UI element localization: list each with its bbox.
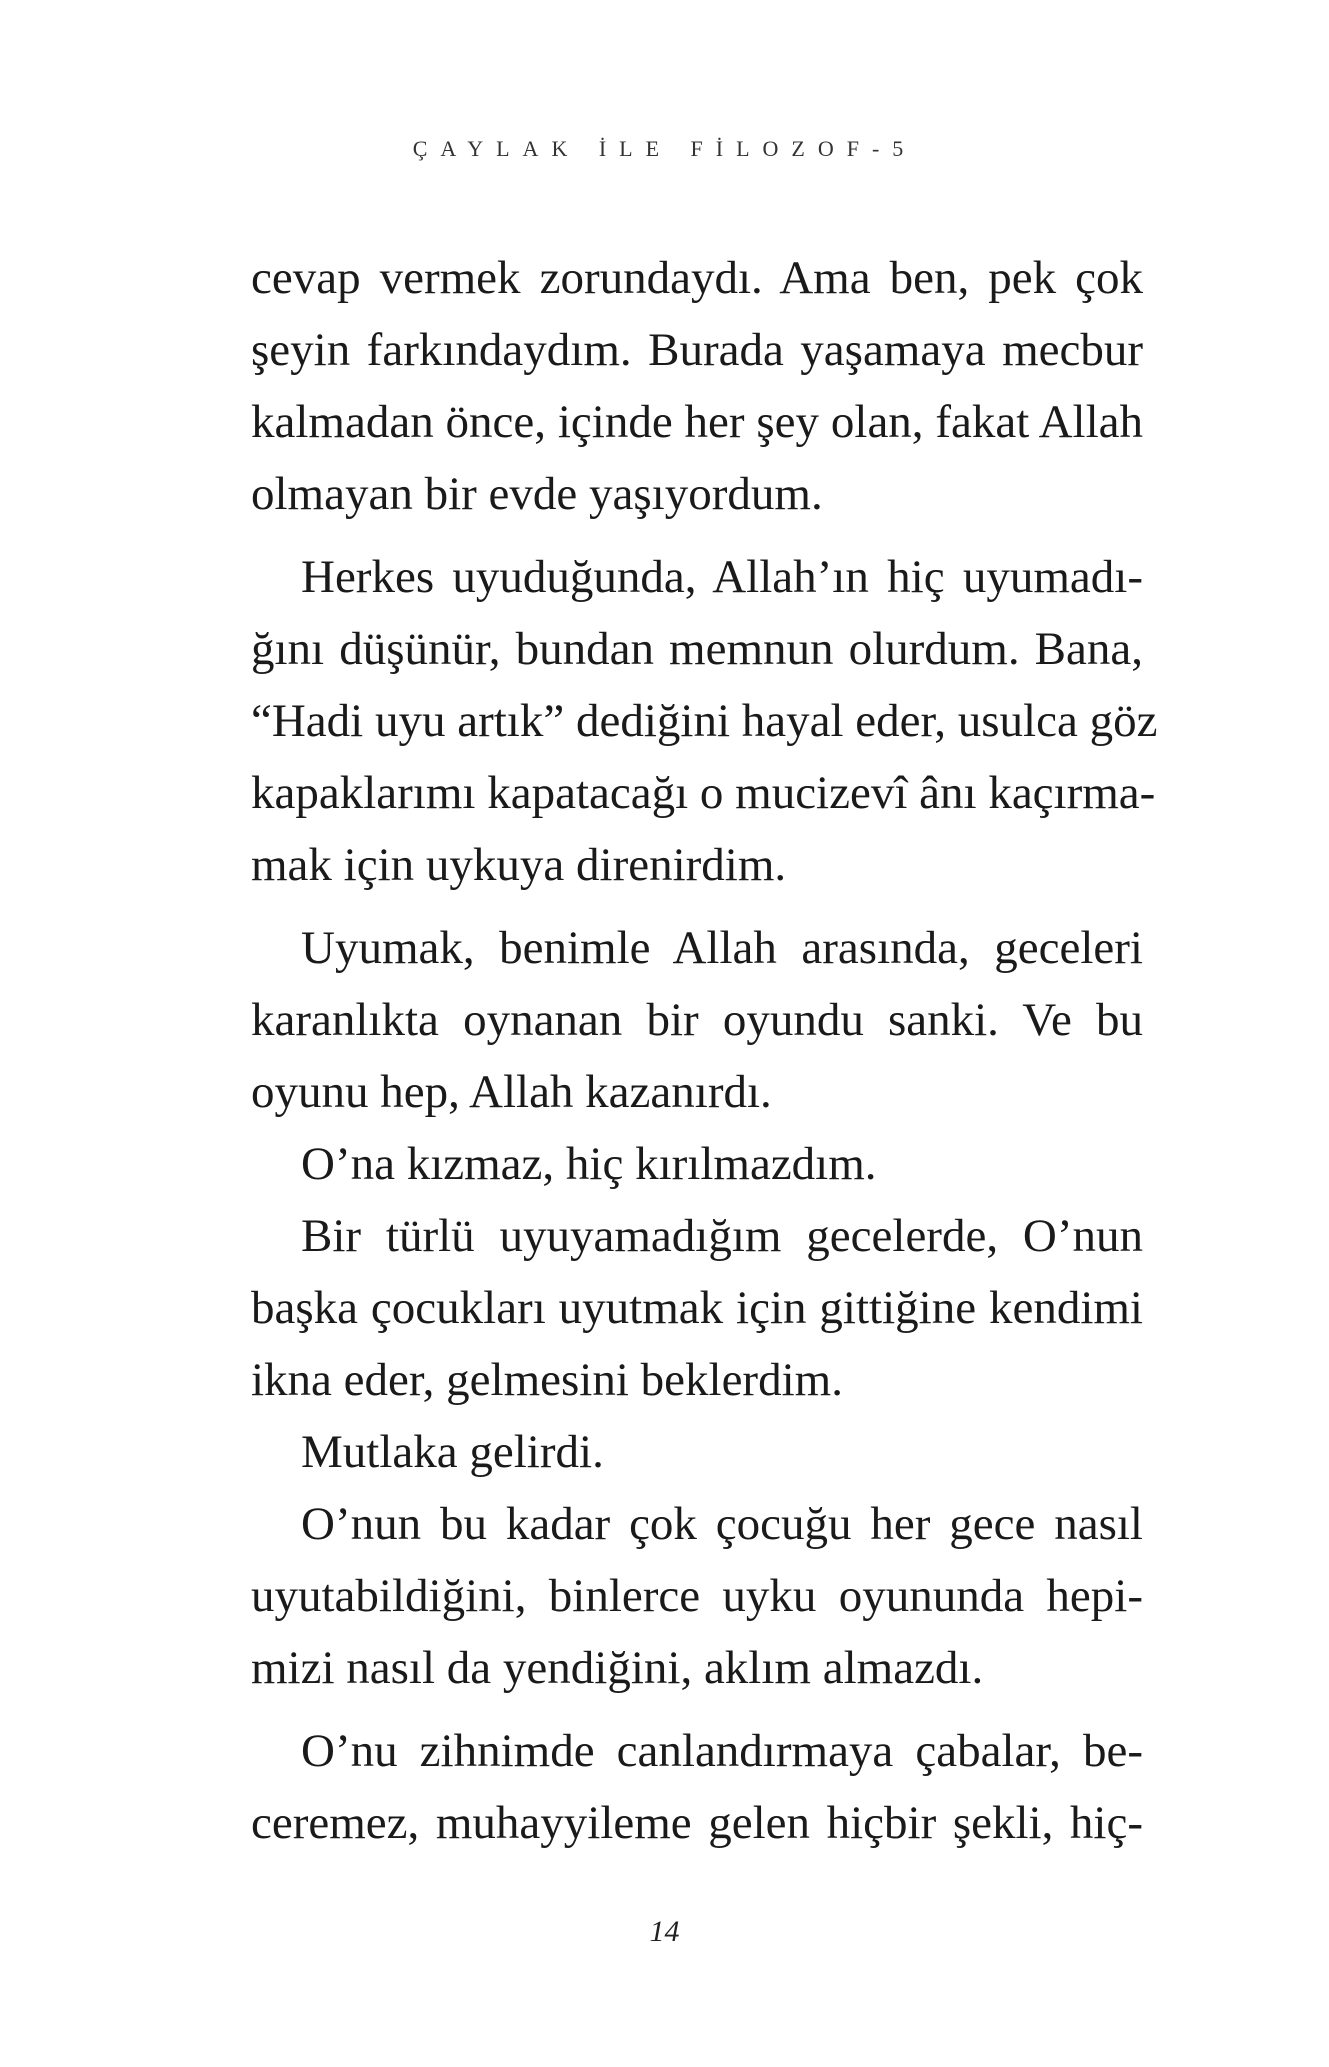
paragraph-gap	[251, 901, 1143, 912]
text-line: ceremez, muhayyileme gelen hiçbir şekli, hiç-	[251, 1797, 1143, 1849]
page-number: 14	[649, 1915, 680, 1948]
running-header: ÇAYLAK İLE FİLOZOF-5	[412, 136, 917, 161]
text-line: uyutabildiğini, binlerce uyku oyununda hepi-	[251, 1570, 1143, 1622]
text-line: şeyin farkındaydım. Burada yaşamaya mecbur	[251, 324, 1143, 376]
text-line: kapaklarımı kapatacağı o mucizevî ânı kaçırma-	[251, 767, 1156, 819]
text-line: Bir türlü uyuyamadığım gecelerde, O’nun	[301, 1210, 1143, 1262]
text-line: karanlıkta oynanan bir oyundu sanki. Ve bu	[251, 994, 1143, 1046]
paragraph	[251, 1128, 1143, 1200]
text-line: mizi nasıl da yendiğini, aklım almazdı.	[251, 1642, 984, 1694]
text-line: ğını düşünür, bundan memnun olurdum. Bana,	[251, 623, 1143, 675]
text-line: Herkes uyuduğunda, Allah’ın hiç uyumadı-	[301, 551, 1143, 603]
text-line: başka çocukları uyutmak için gittiğine kendimi	[251, 1282, 1143, 1334]
paragraph-gap	[251, 530, 1143, 541]
text-line: O’nun bu kadar çok çocuğu her gece nasıl	[301, 1498, 1143, 1550]
paragraph	[251, 541, 1158, 901]
paragraph	[251, 912, 1143, 1128]
text-line: “Hadi uyu artık” dediğini hayal eder, usulca göz	[251, 695, 1158, 747]
paragraph	[251, 1200, 1143, 1416]
text-line: mak için uykuya direnirdim.	[251, 839, 787, 891]
paragraph	[251, 1715, 1143, 1859]
text-line: oyunu hep, Allah kazanırdı.	[251, 1066, 772, 1118]
text-line: olmayan bir evde yaşıyordum.	[251, 468, 823, 520]
paragraph	[251, 242, 1143, 530]
text-line: O’na kızmaz, hiç kırılmazdım.	[301, 1138, 877, 1190]
body-text	[251, 242, 1158, 1859]
paragraph-gap	[251, 1704, 1143, 1715]
paragraph	[251, 1416, 1143, 1488]
text-line: kalmadan önce, içinde her şey olan, fakat Allah	[251, 396, 1143, 448]
text-line: O’nu zihnimde canlandırmaya çabalar, be-	[301, 1725, 1143, 1777]
text-line: Uyumak, benimle Allah arasında, geceleri	[301, 922, 1143, 974]
text-line: ikna eder, gelmesini beklerdim.	[251, 1354, 843, 1406]
text-line: Mutlaka gelirdi.	[301, 1426, 604, 1478]
paragraph	[251, 1488, 1143, 1704]
text-line: cevap vermek zorundaydı. Ama ben, pek çok	[251, 252, 1143, 304]
